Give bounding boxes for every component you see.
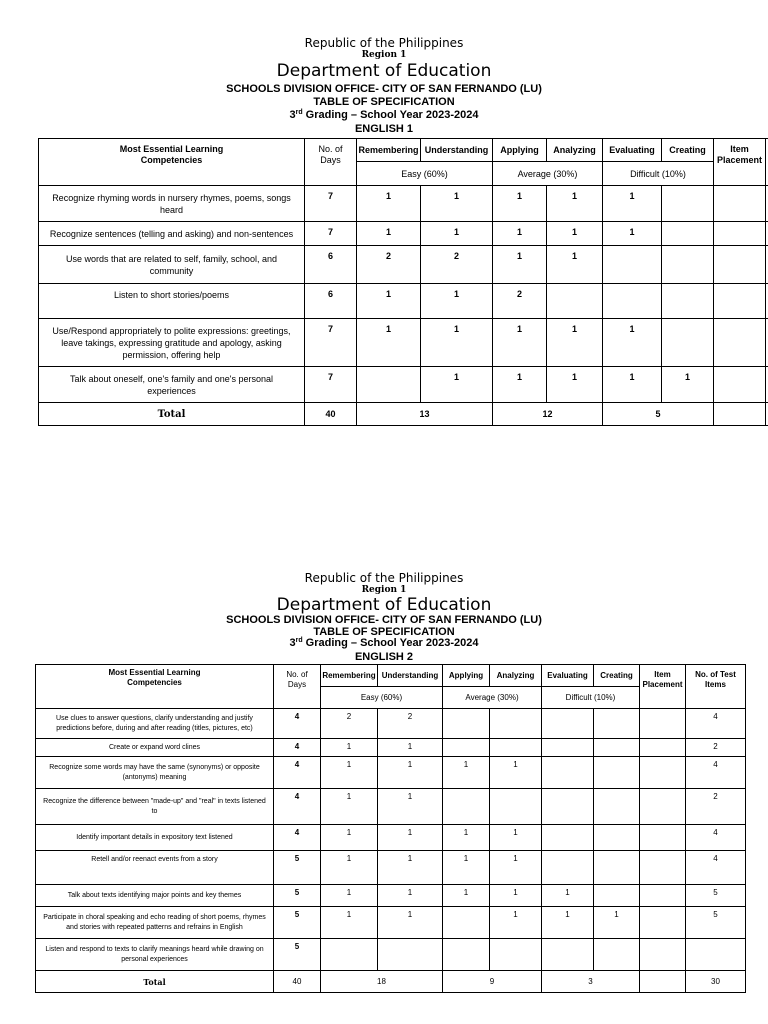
table-row — [36, 907, 746, 939]
applying-cell: 1 — [443, 851, 490, 885]
competency-cell: Use words that are related to self, family, school, and community — [39, 246, 305, 284]
analyzing-cell: 1 — [547, 222, 603, 246]
remembering-cell — [321, 939, 378, 971]
days-cell: 5 — [274, 939, 321, 971]
table-row — [36, 825, 746, 851]
remembering-cell: 1 — [321, 851, 378, 885]
item-placement-cell — [640, 851, 686, 885]
total-difficult: 3 — [542, 971, 640, 993]
table-row — [36, 939, 746, 971]
item-placement-cell — [640, 939, 686, 971]
evaluating-cell — [603, 246, 662, 284]
analyzing-cell — [547, 284, 603, 319]
item-placement-cell — [714, 367, 766, 403]
analyzing-header: Analyzing — [490, 665, 542, 687]
creating-cell: 1 — [662, 367, 714, 403]
competencies-header: Most Essential Learning Competencies — [36, 665, 274, 709]
remembering-cell — [357, 367, 421, 403]
competency-cell: Participate in choral speaking and echo reading of short poems, rhymes and stories with repeated patterns and refrains in English — [36, 907, 274, 939]
competency-cell: Retell and/or reenact events from a story — [36, 851, 274, 885]
applying-cell: 1 — [493, 222, 547, 246]
remembering-cell: 2 — [357, 246, 421, 284]
applying-cell — [443, 709, 490, 739]
days-cell: 4 — [274, 709, 321, 739]
understanding-cell: 1 — [378, 907, 443, 939]
understanding-cell — [378, 939, 443, 971]
grading-period: 3rd Grading – School Year 2023-2024 — [289, 109, 479, 121]
applying-cell: 2 — [493, 284, 547, 319]
test-items-cell — [686, 939, 746, 971]
creating-cell — [662, 186, 714, 222]
remembering-cell: 1 — [321, 907, 378, 939]
test-items-cell: 2 — [686, 739, 746, 757]
understanding-cell: 1 — [421, 186, 493, 222]
remembering-header: Remembering — [321, 665, 378, 687]
competency-cell: Listen and respond to texts to clarify meanings heard while drawing on personal experiences — [36, 939, 274, 971]
total-label: Total — [36, 971, 274, 993]
days-cell: 6 — [305, 246, 357, 284]
evaluating-header: Evaluating — [542, 665, 594, 687]
analyzing-cell — [490, 789, 542, 825]
evaluating-cell — [542, 709, 594, 739]
understanding-cell: 2 — [421, 246, 493, 284]
republic-heading: Republic of the Philippines — [304, 571, 464, 585]
specification-table-english-2 — [35, 664, 746, 993]
analyzing-cell — [490, 739, 542, 757]
item-placement-cell — [714, 186, 766, 222]
creating-cell — [594, 885, 640, 907]
easy-level-label: Easy (60%) — [321, 687, 443, 709]
evaluating-cell: 1 — [542, 907, 594, 939]
days-cell: 4 — [274, 739, 321, 757]
creating-cell — [662, 284, 714, 319]
analyzing-cell: 1 — [547, 246, 603, 284]
item-placement-cell — [714, 222, 766, 246]
republic-heading: Republic of the Philippines — [304, 36, 464, 50]
evaluating-cell — [542, 739, 594, 757]
competency-cell: Use/Respond appropriately to polite expressions: greetings, leave takings, expressing gratitude and apology, asking permission, offering help — [39, 319, 305, 367]
competency-cell: Identify important details in expository text listened — [36, 825, 274, 851]
item-placement-header: Item Placement — [640, 665, 686, 709]
item-placement-cell — [640, 709, 686, 739]
applying-cell: 1 — [493, 367, 547, 403]
evaluating-cell — [542, 757, 594, 789]
test-items-cell: 5 — [686, 907, 746, 939]
division-heading: SCHOOLS DIVISION OFFICE- CITY OF SAN FERNANDO (LU) — [226, 614, 542, 626]
analyzing-cell: 1 — [547, 319, 603, 367]
days-cell: 7 — [305, 222, 357, 246]
competencies-header: Most Essential Learning Competencies — [39, 139, 305, 186]
creating-cell — [594, 825, 640, 851]
creating-cell — [662, 222, 714, 246]
subject-title: ENGLISH 1 — [354, 123, 414, 135]
average-level-label: Average (30%) — [493, 162, 603, 186]
applying-cell: 1 — [493, 186, 547, 222]
creating-header: Creating — [662, 139, 714, 162]
remembering-header: Remembering — [357, 139, 421, 162]
table-row — [36, 851, 746, 885]
days-header: No. of Days — [274, 665, 321, 709]
applying-cell: 1 — [443, 825, 490, 851]
item-placement-cell — [714, 319, 766, 367]
table-row — [36, 757, 746, 789]
table-row — [36, 709, 746, 739]
creating-cell — [662, 319, 714, 367]
evaluating-cell: 1 — [603, 319, 662, 367]
evaluating-header: Evaluating — [603, 139, 662, 162]
item-placement-cell — [640, 757, 686, 789]
creating-cell — [594, 739, 640, 757]
total-row — [36, 971, 746, 993]
difficult-level-label: Difficult (10%) — [542, 687, 640, 709]
region-heading: Region 1 — [361, 585, 407, 595]
remembering-cell: 1 — [357, 186, 421, 222]
table-row — [39, 186, 768, 222]
understanding-cell: 1 — [378, 825, 443, 851]
item-placement-header: Item Placement — [714, 139, 766, 186]
applying-header: Applying — [493, 139, 547, 162]
total-days: 40 — [274, 971, 321, 993]
competency-cell: Create or expand word clines — [36, 739, 274, 757]
understanding-cell: 1 — [378, 789, 443, 825]
understanding-cell: 1 — [421, 319, 493, 367]
analyzing-cell: 1 — [547, 186, 603, 222]
creating-cell — [594, 757, 640, 789]
applying-cell — [443, 939, 490, 971]
understanding-header: Understanding — [421, 139, 493, 162]
creating-cell — [594, 789, 640, 825]
understanding-cell: 1 — [378, 739, 443, 757]
days-cell: 7 — [305, 367, 357, 403]
analyzing-cell — [490, 709, 542, 739]
creating-cell — [594, 709, 640, 739]
specification-table-english-1 — [38, 138, 768, 426]
table-row — [39, 246, 768, 284]
subject-title: ENGLISH 2 — [354, 651, 414, 663]
competency-cell: Recognize sentences (telling and asking) and non-sentences — [39, 222, 305, 246]
evaluating-cell: 1 — [603, 186, 662, 222]
total-item-placement — [640, 971, 686, 993]
evaluating-cell: 1 — [542, 885, 594, 907]
table-row — [39, 222, 768, 246]
evaluating-cell: 1 — [603, 222, 662, 246]
applying-cell: 1 — [443, 885, 490, 907]
easy-level-label: Easy (60%) — [357, 162, 493, 186]
remembering-cell: 1 — [321, 825, 378, 851]
total-test-items: 30 — [686, 971, 746, 993]
test-items-cell: 4 — [686, 825, 746, 851]
days-cell: 5 — [274, 885, 321, 907]
remembering-cell: 1 — [321, 789, 378, 825]
analyzing-cell: 1 — [490, 851, 542, 885]
evaluating-cell — [542, 851, 594, 885]
item-placement-cell — [640, 885, 686, 907]
remembering-cell: 1 — [321, 885, 378, 907]
test-items-cell: 4 — [686, 709, 746, 739]
item-placement-cell — [640, 907, 686, 939]
competency-cell: Talk about oneself, one's family and one's personal experiences — [39, 367, 305, 403]
total-average: 12 — [493, 403, 603, 426]
evaluating-cell — [542, 939, 594, 971]
applying-header: Applying — [443, 665, 490, 687]
total-row — [39, 403, 768, 426]
applying-cell — [443, 789, 490, 825]
days-cell: 4 — [274, 825, 321, 851]
total-difficult: 5 — [603, 403, 714, 426]
evaluating-cell: 1 — [603, 367, 662, 403]
item-placement-cell — [640, 825, 686, 851]
total-label: Total — [39, 403, 305, 426]
days-cell: 5 — [274, 851, 321, 885]
remembering-cell: 1 — [357, 222, 421, 246]
item-placement-cell — [640, 739, 686, 757]
understanding-cell: 1 — [421, 222, 493, 246]
table-row — [36, 885, 746, 907]
test-items-cell: 4 — [686, 851, 746, 885]
competency-cell: Recognize rhyming words in nursery rhymes, poems, songs heard — [39, 186, 305, 222]
applying-cell — [443, 907, 490, 939]
remembering-cell: 1 — [321, 757, 378, 789]
analyzing-cell: 1 — [490, 907, 542, 939]
understanding-cell: 2 — [378, 709, 443, 739]
test-items-cell: 5 — [686, 885, 746, 907]
document-title: TABLE OF SPECIFICATION — [313, 626, 455, 638]
analyzing-cell: 1 — [490, 825, 542, 851]
creating-header: Creating — [594, 665, 640, 687]
understanding-cell: 1 — [378, 851, 443, 885]
days-cell: 6 — [305, 284, 357, 319]
competency-cell: Recognize the difference between "made-up" and "real" in texts listened to — [36, 789, 274, 825]
total-item-placement — [714, 403, 766, 426]
total-days: 40 — [305, 403, 357, 426]
analyzing-cell — [490, 939, 542, 971]
evaluating-cell — [542, 825, 594, 851]
days-cell: 7 — [305, 186, 357, 222]
table-row — [39, 367, 768, 403]
analyzing-cell: 1 — [547, 367, 603, 403]
competency-cell: Listen to short stories/poems — [39, 284, 305, 319]
understanding-header: Understanding — [378, 665, 443, 687]
days-cell: 4 — [274, 757, 321, 789]
total-easy: 18 — [321, 971, 443, 993]
remembering-cell: 2 — [321, 709, 378, 739]
region-heading: Region 1 — [361, 50, 407, 60]
competency-cell: Recognize some words may have the same (synonyms) or opposite (antonyms) meaning — [36, 757, 274, 789]
creating-cell — [594, 939, 640, 971]
total-easy: 13 — [357, 403, 493, 426]
understanding-cell: 1 — [378, 757, 443, 789]
document-title: TABLE OF SPECIFICATION — [313, 96, 455, 108]
remembering-cell: 1 — [321, 739, 378, 757]
remembering-cell: 1 — [357, 284, 421, 319]
evaluating-cell — [603, 284, 662, 319]
days-cell: 7 — [305, 319, 357, 367]
understanding-cell: 1 — [378, 885, 443, 907]
difficult-level-label: Difficult (10%) — [603, 162, 714, 186]
test-items-cell: 4 — [686, 757, 746, 789]
total-average: 9 — [443, 971, 542, 993]
grading-period: 3rd Grading – School Year 2023-2024 — [289, 637, 479, 649]
table-row — [39, 284, 768, 319]
creating-cell — [662, 246, 714, 284]
understanding-cell: 1 — [421, 284, 493, 319]
table-row — [36, 789, 746, 825]
test-items-header: No. of Test Items — [686, 665, 746, 709]
analyzing-cell: 1 — [490, 885, 542, 907]
item-placement-cell — [640, 789, 686, 825]
table-row — [36, 739, 746, 757]
table-row — [39, 319, 768, 367]
competency-cell: Talk about texts identifying major points and key themes — [36, 885, 274, 907]
days-header: No. of Days — [305, 139, 357, 186]
average-level-label: Average (30%) — [443, 687, 542, 709]
item-placement-cell — [714, 246, 766, 284]
creating-cell: 1 — [594, 907, 640, 939]
department-heading: Department of Education — [276, 595, 492, 615]
days-cell: 5 — [274, 907, 321, 939]
applying-cell: 1 — [493, 246, 547, 284]
analyzing-header: Analyzing — [547, 139, 603, 162]
item-placement-cell — [714, 284, 766, 319]
applying-cell: 1 — [493, 319, 547, 367]
remembering-cell: 1 — [357, 319, 421, 367]
days-cell: 4 — [274, 789, 321, 825]
evaluating-cell — [542, 789, 594, 825]
competency-cell: Use clues to answer questions, clarify understanding and justify predictions before, during and after reading (titles, pictures, etc) — [36, 709, 274, 739]
applying-cell: 1 — [443, 757, 490, 789]
creating-cell — [594, 851, 640, 885]
understanding-cell: 1 — [421, 367, 493, 403]
analyzing-cell: 1 — [490, 757, 542, 789]
test-items-cell: 2 — [686, 789, 746, 825]
division-heading: SCHOOLS DIVISION OFFICE- CITY OF SAN FERNANDO (LU) — [226, 83, 542, 95]
applying-cell — [443, 739, 490, 757]
department-heading: Department of Education — [276, 61, 492, 81]
